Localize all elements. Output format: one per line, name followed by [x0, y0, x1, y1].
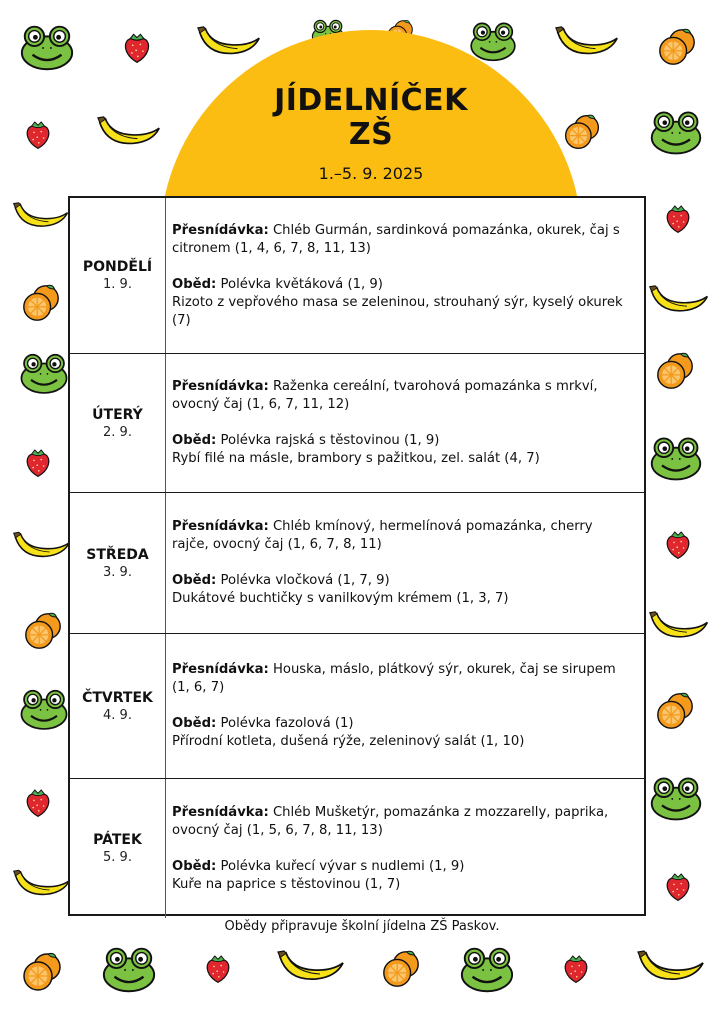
day-date: 4. 9. — [103, 707, 132, 723]
frog-icon — [648, 774, 704, 822]
lunch-label: Oběd: — [172, 858, 217, 874]
lunch-soup: Polévka kuřecí vývar s nudlemi (1, 9) — [220, 858, 465, 874]
day-cell — [70, 634, 166, 778]
lunch-soup: Polévka fazolová (1) — [220, 716, 354, 731]
day-cell — [70, 198, 166, 353]
breakfast-items: Chléb kmínový, hermelínová pomazánka, cherry rajče, ovocný čaj (1, 6, 7, 8, 11) — [172, 519, 593, 552]
day-name: ÚTERÝ — [92, 406, 143, 423]
breakfast-items: Chléb Gurmán, sardinková pomazánka, okurek, čaj s citronem (1, 4, 6, 7, 8, 11, 13) — [172, 222, 620, 256]
strawberry-icon — [662, 870, 694, 902]
frog-icon — [648, 108, 704, 156]
orange-icon — [380, 948, 422, 990]
title-line-2: ZŠ — [348, 117, 394, 152]
breakfast-text — [172, 222, 632, 258]
lunch-label: Oběd: — [172, 573, 217, 588]
breakfast-label: Přesnídávka: — [172, 519, 269, 534]
frog-icon — [466, 20, 520, 62]
frog-icon — [18, 22, 76, 72]
banana-icon — [648, 606, 710, 646]
lunch-main: Rizoto z vepřového masa se zeleninou, strouhaný sýr, kyselý okurek (7) — [172, 294, 623, 328]
strawberry-icon — [662, 202, 694, 234]
orange-icon — [654, 350, 696, 392]
page-title — [160, 84, 582, 152]
day-row — [70, 779, 644, 918]
day-name: PÁTEK — [93, 832, 142, 848]
lunch-soup-text — [172, 572, 632, 590]
frog-icon — [100, 944, 158, 994]
banana-icon — [12, 526, 72, 566]
orange-icon — [22, 610, 64, 652]
lunch-soup-text — [172, 276, 632, 294]
orange-icon — [20, 950, 64, 994]
frog-icon — [18, 686, 70, 732]
meal-cell — [172, 779, 632, 918]
day-date: 1. 9. — [103, 277, 132, 292]
day-date: 3. 9. — [103, 564, 132, 580]
strawberry-icon — [22, 786, 54, 818]
banana-icon — [12, 864, 72, 904]
lunch-main: Kuře na paprice s těstovinou (1, 7) — [172, 876, 401, 892]
frog-icon — [648, 434, 704, 482]
lunch-label: Oběd: — [172, 433, 217, 448]
banana-icon — [196, 22, 262, 62]
banana-icon — [276, 946, 346, 988]
lunch-soup-text — [172, 715, 632, 733]
strawberry-icon — [202, 952, 234, 984]
lunch-soup-text — [172, 432, 632, 450]
menu-table — [68, 196, 646, 916]
strawberry-icon — [662, 528, 694, 560]
breakfast-label: Přesnídávka: — [172, 222, 269, 238]
banana-icon — [96, 112, 162, 152]
day-cell — [70, 493, 166, 633]
day-name: ČTVRTEK — [82, 689, 153, 706]
day-row — [70, 198, 644, 354]
meal-cell — [172, 493, 632, 633]
day-date: 2. 9. — [103, 424, 132, 440]
strawberry-icon — [560, 952, 592, 984]
title-line-1: JÍDELNÍČEK — [274, 83, 468, 118]
orange-icon — [654, 690, 696, 732]
breakfast-label: Přesnídávka: — [172, 804, 269, 820]
day-name: PONDĚLÍ — [82, 259, 153, 275]
breakfast-items: Chléb Mušketýr, pomazánka z mozzarelly, paprika, ovocný čaj (1, 5, 6, 7, 8, 11, 13) — [172, 804, 609, 838]
breakfast-items: Raženka cereální, tvarohová pomazánka s mrkví, ovocný čaj (1, 6, 7, 11, 12) — [172, 379, 598, 412]
lunch-soup: Polévka rajská s těstovinou (1, 9) — [220, 433, 440, 448]
breakfast-label: Přesnídávka: — [172, 379, 269, 394]
orange-icon — [656, 26, 698, 68]
lunch-label: Oběd: — [172, 716, 217, 731]
strawberry-icon — [120, 30, 154, 64]
breakfast-label: Přesnídávka: — [172, 662, 269, 677]
meal-cell — [172, 634, 632, 778]
strawberry-icon — [22, 118, 54, 150]
day-cell — [70, 779, 166, 918]
day-row — [70, 634, 644, 779]
lunch-main: Přírodní kotleta, dušená rýže, zeleninový salát (1, 10) — [172, 734, 525, 749]
day-row — [70, 354, 644, 493]
breakfast-text — [172, 804, 632, 840]
lunch-soup: Polévka vločková (1, 7, 9) — [220, 573, 390, 588]
lunch-main: Dukátové buchtičky s vanilkovým krémem (1, 3, 7) — [172, 591, 509, 606]
orange-icon — [20, 282, 62, 324]
banana-icon — [12, 196, 70, 236]
banana-icon — [636, 946, 706, 988]
meal-cell — [172, 198, 632, 353]
breakfast-text — [172, 378, 632, 414]
meal-cell — [172, 354, 632, 492]
date-range: 1.–5. 9. 2025 — [318, 164, 424, 183]
banana-icon — [648, 280, 710, 320]
strawberry-icon — [22, 446, 54, 478]
lunch-main: Rybí filé na másle, brambory s pažitkou, zel. salát (4, 7) — [172, 451, 540, 466]
footer-note: Obědy připravuje školní jídelna ZŠ Paskov. — [224, 919, 500, 934]
day-name: STŘEDA — [86, 546, 149, 563]
lunch-soup-text — [172, 858, 632, 876]
frog-icon — [18, 350, 70, 396]
day-cell — [70, 354, 166, 492]
frog-icon — [458, 944, 516, 994]
day-row — [70, 493, 644, 634]
banana-icon — [554, 22, 620, 62]
breakfast-text — [172, 661, 632, 697]
breakfast-items: Houska, máslo, plátkový sýr, okurek, čaj se sirupem (1, 6, 7) — [172, 662, 616, 695]
breakfast-text — [172, 518, 632, 554]
lunch-soup: Polévka květáková (1, 9) — [220, 276, 383, 292]
lunch-label: Oběd: — [172, 276, 217, 292]
day-date: 5. 9. — [103, 850, 132, 865]
